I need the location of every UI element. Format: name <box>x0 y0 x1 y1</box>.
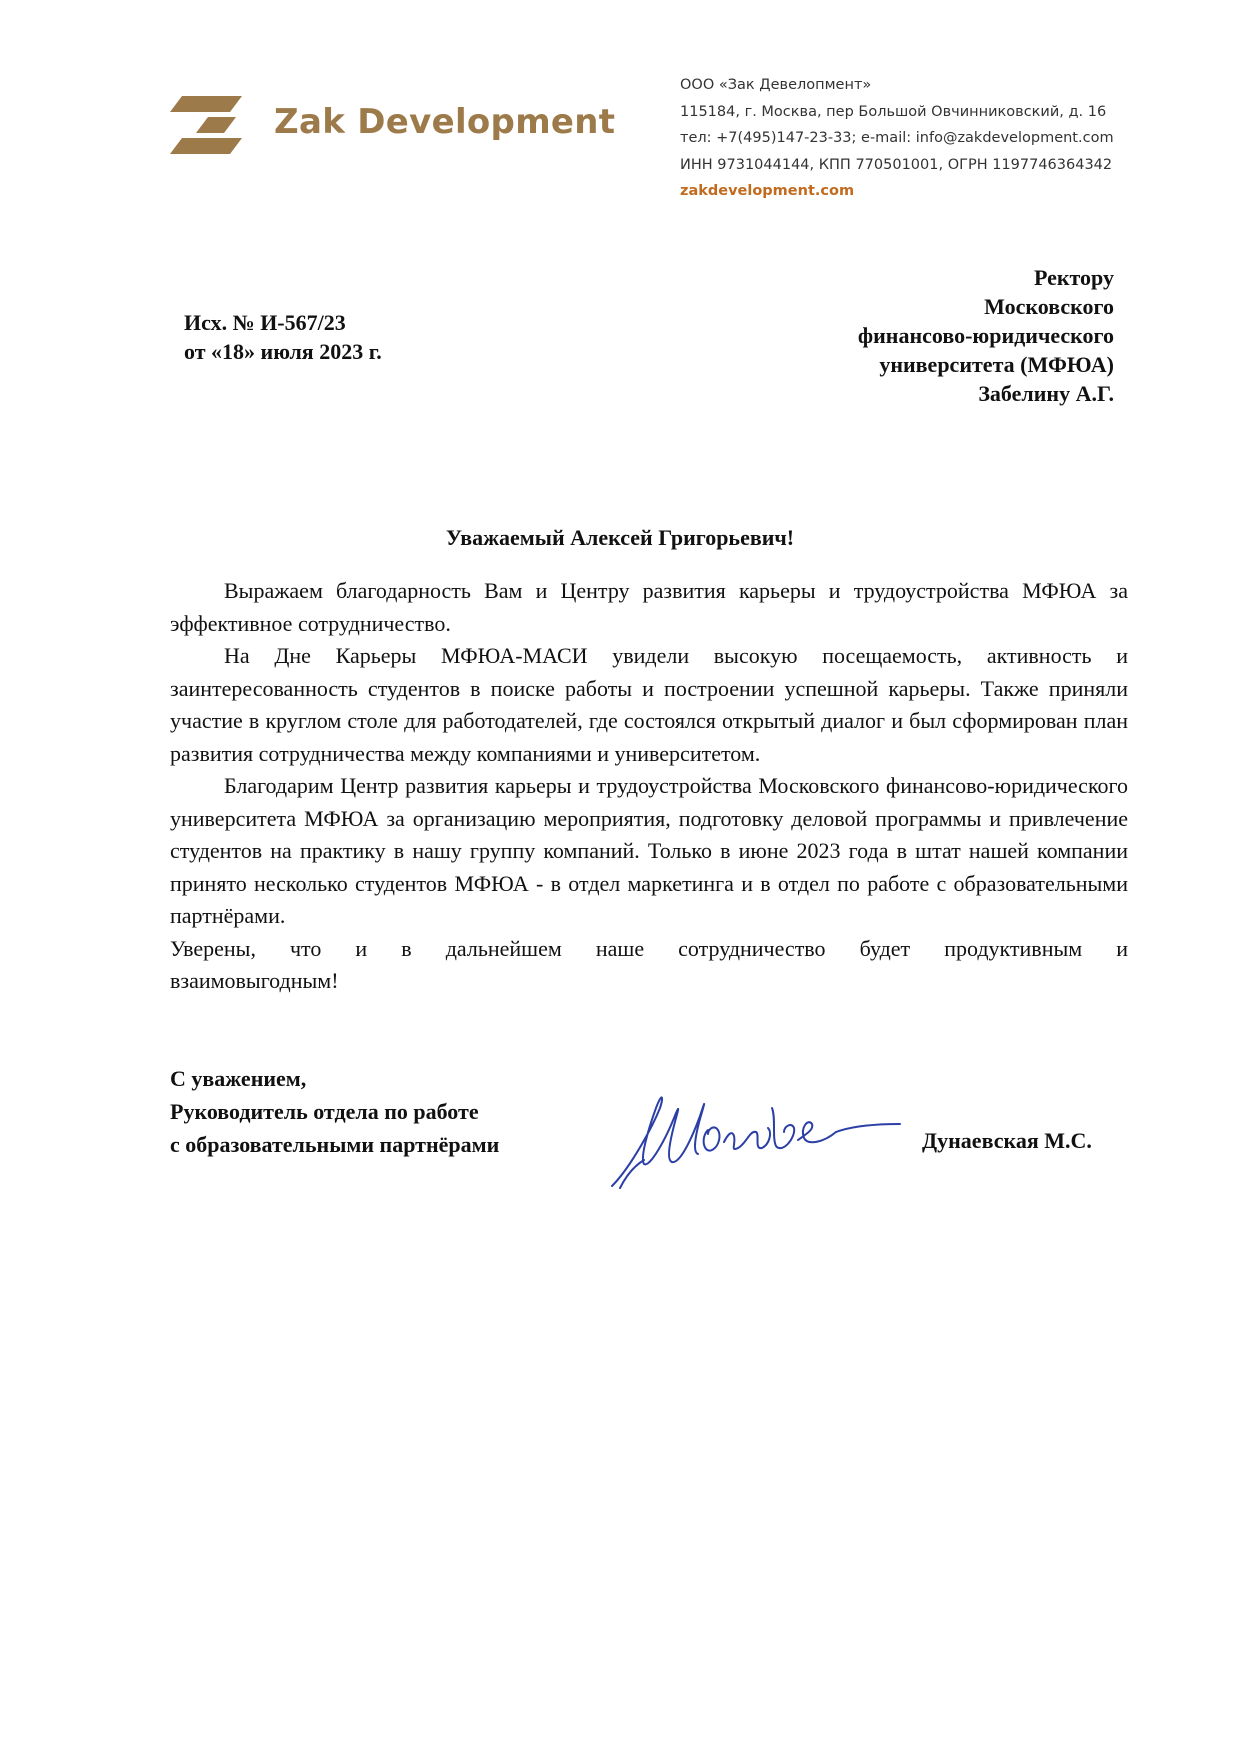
logo-mark-icon <box>168 96 268 156</box>
closing-line: С уважением, <box>170 1066 307 1091</box>
letter-body <box>170 575 1128 998</box>
company-contacts <box>680 72 1160 205</box>
reference-date: от «18» июля 2023 г. <box>184 339 382 364</box>
company-name: ООО «Зак Девелопмент» <box>680 77 872 93</box>
company-requisites: ИНН 9731044144, КПП 770501001, ОГРН 1197746364342 <box>680 156 1113 173</box>
company-website-link[interactable]: zakdevelopment.com <box>680 183 855 199</box>
addressee-line: Ректору <box>1033 265 1114 290</box>
body-paragraph: Выражаем благодарность Вам и Центру развития карьеры и трудоустройства МФЮА за эффективное сотрудничество. <box>170 578 1128 636</box>
company-address: 115184, г. Москва, пер Большой Овчинниковский, д. 16 <box>680 103 1107 120</box>
addressee-line: Забелину А.Г. <box>978 381 1114 406</box>
signer-name: Дунаевская М.С. <box>922 1128 1092 1153</box>
salutation: Уважаемый Алексей Григорьевич! <box>445 525 795 550</box>
company-phone-email: тел: +7(495)147-23-33; e-mail: info@zakdevelopment.com <box>680 130 1114 146</box>
body-paragraph-end: взаимовыгодным! <box>170 968 339 993</box>
logo-wordmark: Zak Development <box>274 102 616 142</box>
closing-line: с образовательными партнёрами <box>170 1132 500 1157</box>
company-logo <box>168 96 616 156</box>
body-paragraph: Уверены, что и в дальнейшем наше сотрудничество будет продуктивным и <box>170 935 1128 961</box>
addressee-line: университета (МФЮА) <box>879 352 1114 377</box>
addressee-block <box>858 263 1114 408</box>
body-paragraph: Благодарим Центр развития карьеры и трудоустройства Московского финансово-юридического университета МФЮА за организацию мероприятия, подготовку деловой программы и привлечение студентов на практику в нашу группу компаний. Только в июне 2023 года в штат нашей компании принято несколько студентов МФЮА - в отдел маркетинга и в отдел по работе с образовательными партнёрами. <box>170 773 1128 928</box>
closing-line: Руководитель отдела по работе <box>170 1099 479 1124</box>
outgoing-reference <box>184 308 382 366</box>
body-paragraph: На Дне Карьеры МФЮА-МАСИ увидели высокую посещаемость, активность и заинтересованность студентов в поиске работы и построении успешной карьеры. Также приняли участие в круглом столе для работодателей, где состоялся открытый диалог и был сформирован план развития сотрудничества между компаниями и университетом. <box>170 643 1128 766</box>
closing-block <box>170 1062 499 1161</box>
reference-number: Исх. № И-567/23 <box>184 310 346 335</box>
addressee-line: Московского <box>984 294 1114 319</box>
addressee-line: финансово-юридического <box>857 323 1114 348</box>
handwritten-signature <box>600 1068 920 1198</box>
